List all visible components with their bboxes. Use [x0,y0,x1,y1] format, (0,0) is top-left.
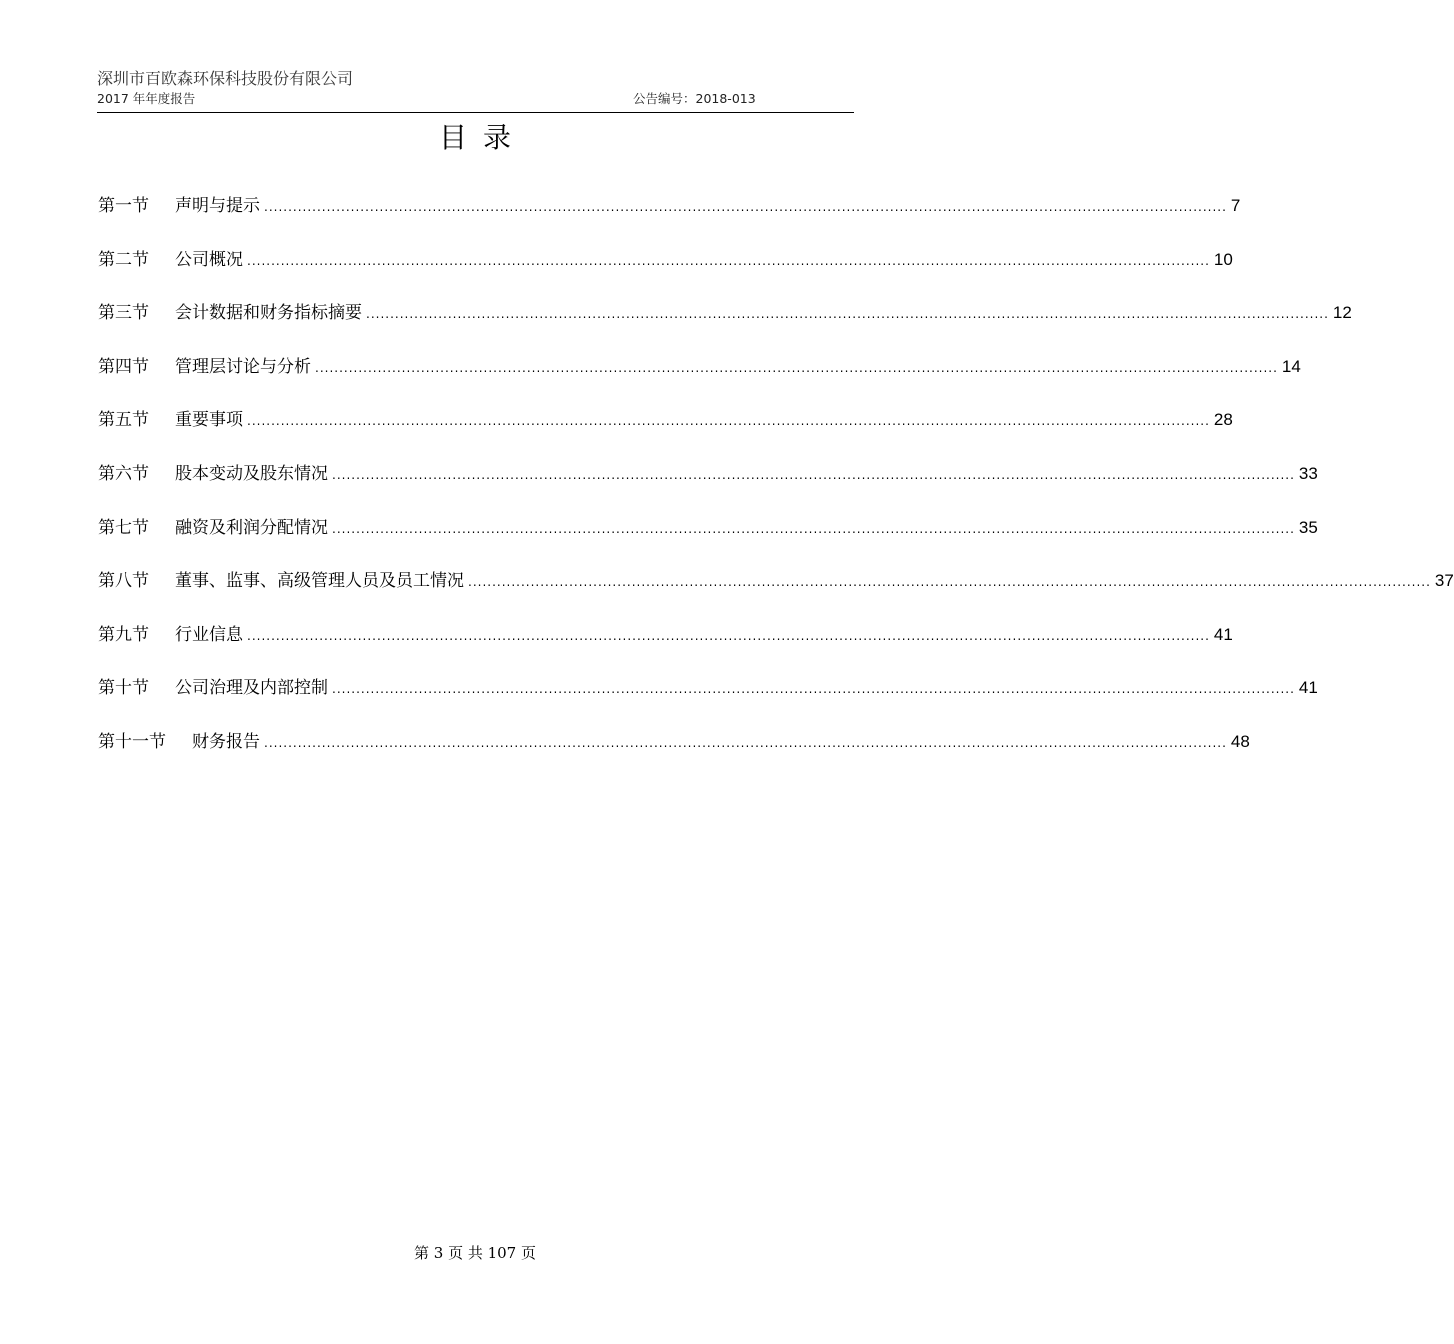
toc-section-title: 董事、监事、高级管理人员及员工情况 [175,571,464,592]
toc-section-number: 第十一节 [98,731,166,752]
toc-page-number: 12 [1332,303,1352,323]
toc-section-number: 第一节 [98,196,149,216]
toc-section-title: 公司治理及内部控制 [175,678,328,699]
dot-leader: ........................................................................................................................................................................................................ [468,575,1431,590]
dot-leader: ........................................................................................................................................................................................................ [332,521,1295,536]
toc-section-number: 第四节 [98,356,149,377]
toc-entry-1[interactable] [98,188,1241,242]
dot-leader: ........................................................................................................................................................................................................ [247,414,1210,429]
toc-section-title: 股本变动及股东情况 [175,463,328,484]
toc-section-title: 行业信息 [175,624,243,645]
toc-entry-11[interactable] [98,724,1250,778]
toc-section-title: 财务报告 [192,731,260,752]
toc-page-number: 10 [1213,249,1233,269]
toc-page-number: 37 [1434,571,1454,591]
toc-entry-10[interactable] [98,670,1318,724]
toc-section-title: 公司概况 [175,249,243,270]
toc-entry-6[interactable] [98,456,1318,510]
dot-leader: ........................................................................................................................................................................................................ [247,628,1210,643]
toc-page-number: 35 [1298,517,1318,537]
toc-page-number: 41 [1298,678,1318,698]
toc-section-title: 声明与提示 [175,196,260,216]
toc-entry-7[interactable] [98,510,1318,564]
dot-leader: ........................................................................................................................................................................................................ [264,735,1227,750]
dot-leader: ........................................................................................................................................................................................................ [264,200,1227,214]
table-of-contents [98,188,1454,778]
toc-entry-3[interactable] [98,295,1352,349]
toc-section-number: 第七节 [98,517,149,538]
toc-page-number: 33 [1298,463,1318,483]
toc-section-title: 融资及利润分配情况 [175,517,328,538]
toc-section-number: 第十节 [98,678,149,699]
toc-entry-5[interactable] [98,402,1233,456]
toc-section-title: 重要事项 [175,410,243,431]
notice-number: 公告编号：2018-013 [633,91,756,106]
dot-leader: ........................................................................................................................................................................................................ [315,360,1278,375]
toc-section-number: 第五节 [98,410,149,431]
dot-leader: ........................................................................................................................................................................................................ [247,253,1210,268]
toc-entry-2[interactable] [98,242,1233,296]
toc-section-number: 第六节 [98,463,149,484]
page-footer: 第 3 页 共 107 页 [413,1244,536,1262]
page-header [97,68,854,113]
toc-entry-8[interactable] [98,563,1454,617]
company-name: 深圳市百欧森环保科技股份有限公司 [97,69,354,88]
dot-leader: ........................................................................................................................................................................................................ [332,682,1295,697]
toc-section-number: 第八节 [98,571,149,592]
toc-section-title: 管理层讨论与分析 [175,356,311,377]
toc-page-number: 28 [1213,410,1233,430]
report-year: 2017 年年度报告 [97,91,196,106]
toc-entry-9[interactable] [98,617,1233,671]
toc-page-number: 14 [1281,356,1301,376]
dot-leader: ........................................................................................................................................................................................................ [332,467,1295,482]
toc-section-number: 第三节 [98,303,149,324]
toc-section-number: 第九节 [98,624,149,645]
toc-entry-4[interactable] [98,349,1301,403]
toc-section-title: 会计数据和财务指标摘要 [175,303,362,324]
toc-page-number: 48 [1230,731,1250,751]
toc-title: 目录 [438,121,527,154]
toc-section-number: 第二节 [98,249,149,270]
dot-leader: ........................................................................................................................................................................................................ [366,307,1329,322]
toc-page-number: 7 [1230,196,1241,215]
toc-page-number: 41 [1213,624,1233,644]
